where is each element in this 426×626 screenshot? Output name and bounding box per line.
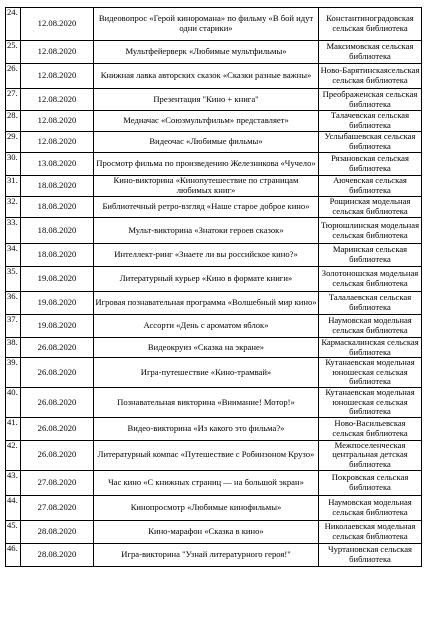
row-library-cell: Маринская сельская библиотека: [319, 244, 422, 267]
row-library-cell: Тюрюшлинская модельная сельская библиотека: [319, 218, 422, 244]
row-date-cell: 12.08.2020: [21, 132, 94, 153]
row-date-cell: 18.08.2020: [21, 244, 94, 267]
table-row: [6, 132, 422, 153]
row-event-title-cell: Литературный курьер «Кино в формате книги»: [94, 267, 319, 292]
row-date-cell: 26.08.2020: [21, 338, 94, 358]
row-date-cell: 26.08.2020: [21, 440, 94, 470]
events-table-body: [6, 8, 422, 567]
events-table-container: [5, 7, 421, 567]
row-date-cell: 12.08.2020: [21, 41, 94, 64]
row-number-cell: 30.: [6, 153, 21, 176]
row-number-cell: 38.: [6, 338, 21, 358]
table-row: [6, 111, 422, 132]
row-number-cell: 40.: [6, 387, 21, 417]
row-event-title-cell: Игровая познавательная программа «Волшебный мир кино»: [94, 292, 319, 315]
table-row: [6, 41, 422, 64]
row-number-cell: 42.: [6, 440, 21, 470]
table-row: [6, 153, 422, 176]
row-event-title-cell: Познавательная викторина «Внимание! Мотор!»: [94, 387, 319, 417]
row-date-cell: 18.08.2020: [21, 218, 94, 244]
row-number-cell: 37.: [6, 315, 21, 338]
row-date-cell: 12.08.2020: [21, 111, 94, 132]
table-row: [6, 495, 422, 520]
row-number-cell: 39.: [6, 358, 21, 388]
row-number-cell: 34.: [6, 244, 21, 267]
row-number-cell: 35.: [6, 267, 21, 292]
row-date-cell: 28.08.2020: [21, 520, 94, 543]
row-library-cell: Рязановская сельская библиотека: [319, 153, 422, 176]
row-library-cell: Кутанаевская модельная юношеская сельская библиотека: [319, 387, 422, 417]
table-row: [6, 244, 422, 267]
table-row: [6, 315, 422, 338]
row-number-cell: 25.: [6, 41, 21, 64]
row-date-cell: 27.08.2020: [21, 495, 94, 520]
row-event-title-cell: Видеочас «Любимые фильмы»: [94, 132, 319, 153]
row-number-cell: 46.: [6, 543, 21, 566]
row-library-cell: Кутанаевская модельная юношеская сельская библиотека: [319, 358, 422, 388]
row-event-title-cell: Ассорти «День с ароматом яблок»: [94, 315, 319, 338]
row-number-cell: 44.: [6, 495, 21, 520]
row-library-cell: Покровская сельская библиотека: [319, 470, 422, 495]
table-row: [6, 543, 422, 566]
row-event-title-cell: Просмотр фильма по произведению Железникова «Чучело»: [94, 153, 319, 176]
table-row: [6, 520, 422, 543]
row-date-cell: 26.08.2020: [21, 387, 94, 417]
table-row: [6, 387, 422, 417]
row-event-title-cell: Кино-марафон «Сказка в кино»: [94, 520, 319, 543]
row-library-cell: Талалаевская сельская библиотека: [319, 292, 422, 315]
row-event-title-cell: Книжная лавка авторских сказок «Сказки разные важны»: [94, 64, 319, 89]
table-row: [6, 338, 422, 358]
table-row: [6, 8, 422, 41]
row-event-title-cell: Библиотечный ретро-взгляд «Наше старое доброе кино»: [94, 197, 319, 218]
row-event-title-cell: Игра-путешествие «Кино-трамвай»: [94, 358, 319, 388]
table-row: [6, 218, 422, 244]
row-event-title-cell: Литературный компас «Путешествие с Робинзоном Крузо»: [94, 440, 319, 470]
row-number-cell: 28.: [6, 111, 21, 132]
table-row: [6, 267, 422, 292]
row-event-title-cell: Видеовопрос «Герой кинoромана» по фильму «В бой идут одни старики»: [94, 8, 319, 41]
row-library-cell: Кармаскалинская сельская библиотека: [319, 338, 422, 358]
row-event-title-cell: Видеокруиз «Сказка на экране»: [94, 338, 319, 358]
table-row: [6, 417, 422, 440]
row-event-title-cell: Мультфейерверк «Любимые мультфильмы»: [94, 41, 319, 64]
row-library-cell: Межпоселенческая центральная детская библиотека: [319, 440, 422, 470]
table-row: [6, 64, 422, 89]
row-library-cell: Преображенская сельская библиотека: [319, 89, 422, 111]
row-library-cell: Максимовская сельская библиотека: [319, 41, 422, 64]
row-library-cell: Услыбашевская сельская библиотека: [319, 132, 422, 153]
row-number-cell: 33.: [6, 218, 21, 244]
row-number-cell: 31.: [6, 176, 21, 197]
row-library-cell: Чуртановская сельская библиотека: [319, 543, 422, 566]
row-number-cell: 41.: [6, 417, 21, 440]
row-number-cell: 43.: [6, 470, 21, 495]
row-number-cell: 26.: [6, 64, 21, 89]
events-table: [5, 7, 422, 567]
row-library-cell: Рощинская модельная сельская библиотека: [319, 197, 422, 218]
row-number-cell: 24.: [6, 8, 21, 41]
row-event-title-cell: Мульт-викторина «Знатоки героев сказок»: [94, 218, 319, 244]
row-date-cell: 26.08.2020: [21, 417, 94, 440]
row-event-title-cell: Интеллект-ринг «Знаете ли вы российское кино?»: [94, 244, 319, 267]
row-event-title-cell: Кино-викторина «Кинопутешествие по страницам любимых книг»: [94, 176, 319, 197]
row-library-cell: Наумовская модельная сельская библиотека: [319, 495, 422, 520]
row-library-cell: Ново-Барятинскаясельская сельская библиотека: [319, 64, 422, 89]
row-date-cell: 13.08.2020: [21, 153, 94, 176]
row-event-title-cell: Час кино «С книжных страниц — на большой экран»: [94, 470, 319, 495]
row-date-cell: 27.08.2020: [21, 470, 94, 495]
row-library-cell: Золотоношская модельная сельская библиотека: [319, 267, 422, 292]
row-date-cell: 12.08.2020: [21, 89, 94, 111]
row-library-cell: Константиноградовская сельская библиотека: [319, 8, 422, 41]
row-number-cell: 29.: [6, 132, 21, 153]
row-event-title-cell: Медиачас «Союзмультфильм» представляет»: [94, 111, 319, 132]
table-row: [6, 89, 422, 111]
row-number-cell: 36.: [6, 292, 21, 315]
row-date-cell: 19.08.2020: [21, 292, 94, 315]
table-row: [6, 440, 422, 470]
row-library-cell: Ново-Васильевская сельская библиотека: [319, 417, 422, 440]
row-number-cell: 32.: [6, 197, 21, 218]
row-date-cell: 18.08.2020: [21, 197, 94, 218]
table-row: [6, 197, 422, 218]
row-date-cell: 12.08.2020: [21, 64, 94, 89]
table-row: [6, 470, 422, 495]
row-event-title-cell: Презентация "Кино + книга": [94, 89, 319, 111]
row-library-cell: Наумовская модельная сельская библиотека: [319, 315, 422, 338]
row-date-cell: 19.08.2020: [21, 267, 94, 292]
table-row: [6, 358, 422, 388]
row-date-cell: 12.08.2020: [21, 8, 94, 41]
row-library-cell: Аючевская сельская библиотека: [319, 176, 422, 197]
row-event-title-cell: Видео-викторина «Из какого это фильма?»: [94, 417, 319, 440]
row-date-cell: 26.08.2020: [21, 358, 94, 388]
row-library-cell: Николаевская модельная сельская библиотека: [319, 520, 422, 543]
row-number-cell: 27.: [6, 89, 21, 111]
row-number-cell: 45.: [6, 520, 21, 543]
row-event-title-cell: Кинопросмотр «Любимые кинофильмы»: [94, 495, 319, 520]
row-event-title-cell: Игра-викторина "Узнай литературного героя!": [94, 543, 319, 566]
row-date-cell: 18.08.2020: [21, 176, 94, 197]
table-row: [6, 176, 422, 197]
table-row: [6, 292, 422, 315]
row-library-cell: Талачевская сельская библиотека: [319, 111, 422, 132]
row-date-cell: 28.08.2020: [21, 543, 94, 566]
row-date-cell: 19.08.2020: [21, 315, 94, 338]
